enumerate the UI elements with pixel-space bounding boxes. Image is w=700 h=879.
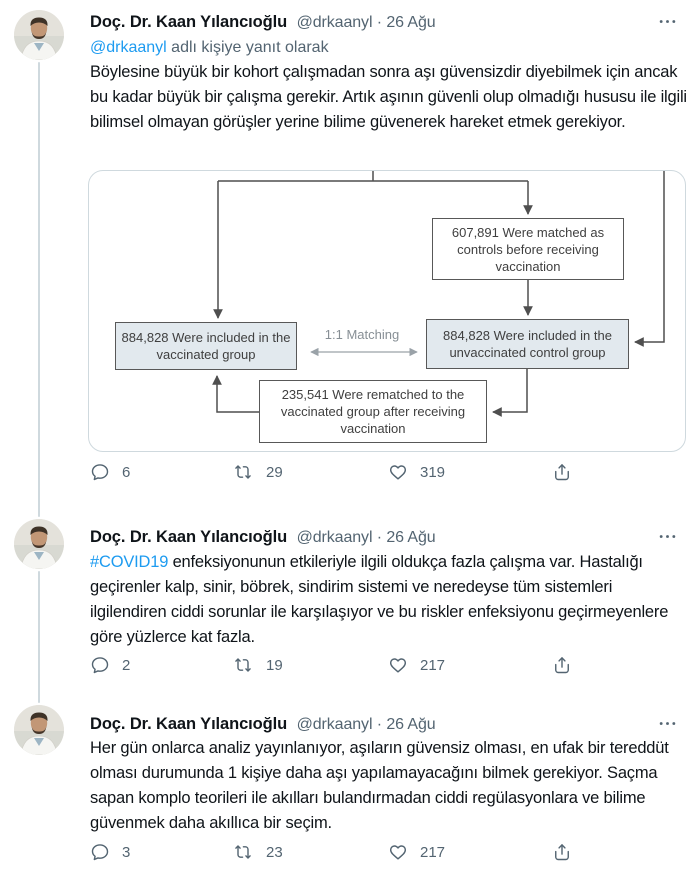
- avatar[interactable]: [14, 519, 64, 569]
- share-button[interactable]: [552, 462, 572, 482]
- more-button[interactable]: [656, 712, 678, 734]
- reply-context-handle[interactable]: @drkaanyl: [90, 39, 167, 56]
- tweet-body: Her gün onlarca analiz yayınlanıyor, aşıların güvensiz olması, en ufak bir tereddüt olması durumunda 1 kişiye daha aşı yapılamayacağını bilmek gerekiyor. Saçma sapan komplo teorileri ile akılları bulandırmadan ciddi regülasyonlara ve bilime güvenmek daha akıllıca bir seçim.: [90, 739, 669, 832]
- like-count: 217: [420, 843, 446, 861]
- reply-context: [90, 37, 329, 58]
- flow-matching-label: 1:1 Matching: [324, 327, 400, 342]
- reply-button[interactable]: [90, 842, 130, 862]
- retweet-count: 23: [266, 843, 283, 861]
- more-ellipsis-icon: [658, 714, 677, 733]
- tweet-header: [90, 527, 644, 548]
- reply-count: 6: [122, 463, 131, 481]
- like-count: 319: [420, 463, 446, 481]
- more-button[interactable]: [656, 10, 678, 32]
- reply-button[interactable]: [90, 462, 130, 482]
- tweet-2: [0, 517, 700, 701]
- flow-box-rematched: 235,541 Were rematched to the vaccinated group after receiving vaccination: [259, 380, 487, 443]
- tweet-header: [90, 714, 644, 735]
- more-ellipsis-icon: [658, 12, 677, 31]
- flow-box-unvaccinated-group: 884,828 Were included in the unvaccinated control group: [426, 319, 629, 369]
- profile-photo: [14, 10, 64, 60]
- like-button[interactable]: [388, 462, 445, 482]
- reply-count: 3: [122, 843, 131, 861]
- tweet-actions: [88, 462, 686, 486]
- heart-icon: [388, 842, 408, 862]
- reply-bubble-icon: [90, 462, 110, 482]
- tweet-body-text: enfeksiyonunun etkileriyle ilgili oldukça fazla çalışma var. Hastalığı geçirenler kalp, sinir, böbrek, sindirim sistemi ve neredeyse tüm sistemleri ilgilendiren ciddi sorunlar ile karşılaşıyor ve bu riskler enfeksiyonu geçirmeyenlere göre yüzlerce kat fazla.: [90, 553, 669, 646]
- display-name[interactable]: Doç. Dr. Kaan Yılancıoğlu: [90, 13, 288, 31]
- handle-and-date: @drkaanyl · 26 Ağu: [296, 716, 436, 733]
- retweet-button[interactable]: [232, 462, 283, 482]
- flow-box-matched-controls: 607,891 Were matched as controls before receiving vaccination: [432, 218, 624, 280]
- user-handle[interactable]: @drkaanyl: [296, 14, 373, 31]
- reply-context-text: adlı kişiye yanıt olarak: [171, 39, 329, 56]
- share-upload-icon: [552, 462, 572, 482]
- tweet-date[interactable]: 26 Ağu: [386, 716, 436, 733]
- share-upload-icon: [552, 842, 572, 862]
- profile-photo: [14, 705, 64, 755]
- more-ellipsis-icon: [658, 527, 677, 546]
- avatar[interactable]: [14, 705, 64, 755]
- reply-bubble-icon: [90, 655, 110, 675]
- retweet-button[interactable]: [232, 842, 283, 862]
- retweet-count: 29: [266, 463, 283, 481]
- tweet-image-flowchart[interactable]: [88, 170, 686, 452]
- tweet-header: [90, 12, 644, 33]
- tweet-actions: [88, 842, 686, 866]
- handle-and-date: @drkaanyl · 26 Ağu: [296, 14, 436, 31]
- heart-icon: [388, 655, 408, 675]
- share-upload-icon: [552, 655, 572, 675]
- tweet-date[interactable]: 26 Ağu: [386, 14, 436, 31]
- share-button[interactable]: [552, 655, 572, 675]
- user-handle[interactable]: @drkaanyl: [296, 716, 373, 733]
- display-name[interactable]: Doç. Dr. Kaan Yılancıoğlu: [90, 528, 288, 546]
- retweet-count: 19: [266, 656, 283, 674]
- reply-bubble-icon: [90, 842, 110, 862]
- user-handle[interactable]: @drkaanyl: [296, 529, 373, 546]
- reply-count: 2: [122, 656, 131, 674]
- avatar[interactable]: [14, 10, 64, 60]
- retweet-icon: [232, 655, 254, 675]
- reply-button[interactable]: [90, 655, 130, 675]
- like-button[interactable]: [388, 842, 445, 862]
- retweet-icon: [232, 842, 254, 862]
- tweet-3: [0, 703, 700, 879]
- more-button[interactable]: [656, 525, 678, 547]
- like-button[interactable]: [388, 655, 445, 675]
- like-count: 217: [420, 656, 446, 674]
- tweet-actions: [88, 655, 686, 679]
- retweet-button[interactable]: [232, 655, 283, 675]
- share-button[interactable]: [552, 842, 572, 862]
- flow-box-vaccinated-group: 884,828 Were included in the vaccinated group: [115, 322, 297, 370]
- heart-icon: [388, 462, 408, 482]
- profile-photo: [14, 519, 64, 569]
- tweet-body: [90, 550, 687, 650]
- retweet-icon: [232, 462, 254, 482]
- tweet-body: Böylesine büyük bir kohort çalışmadan sonra aşı güvensizdir diyebilmek için ancak bu kadar büyük bir çalışma gerekir. Artık aşının güvenli olup olmadığı hususu ile ilgili bilimsel olmayan görüşler yerine bilime güvenerek hareket etmek gerekiyor.: [90, 63, 687, 131]
- hashtag-link[interactable]: #COVID19: [90, 553, 169, 571]
- handle-and-date: @drkaanyl · 26 Ağu: [296, 529, 436, 546]
- tweet-date[interactable]: 26 Ağu: [386, 529, 436, 546]
- display-name[interactable]: Doç. Dr. Kaan Yılancıoğlu: [90, 715, 288, 733]
